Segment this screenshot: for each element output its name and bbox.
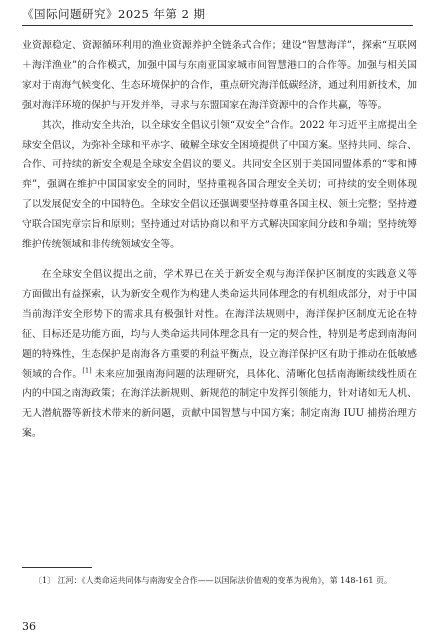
page-number: 36 bbox=[22, 620, 36, 633]
footnote-marker[interactable]: [1] bbox=[82, 366, 92, 375]
paragraph bbox=[22, 265, 417, 444]
journal-header: 《国际问题研究》2025 年第 2 期 bbox=[22, 7, 206, 21]
footnote-rule bbox=[22, 567, 92, 568]
header-rule bbox=[22, 25, 413, 26]
paragraph: 业资源稳定、资源循环利用的渔业资源养护全链条式合作；建设“智慧海洋”，探索“互联网＋海洋渔业”的合作模式，加强中国与东南亚国家城市间智慧港口的合作等。加强与相关国家对于南海气候变化、生态环境保护的合作，重点研究海洋低碳经济，通过利用新技术，加强对海洋环境的保护与开发并举，寻求与东盟国家在海洋资源中的合作共赢，等等。 bbox=[22, 40, 418, 111]
paragraph-text: 未来应加强南海问题的法理研究，具体化、清晰化包括南海断续线性质在内的中国之南海政策；在海洋法新规则、新规范的制定中发挥引领能力，针对诸如无人机、无人潜航器等新技术带来的新问题，贡献中国智慧与中国方案；制定南海 IUU 捕捞治理方案。 bbox=[22, 368, 418, 440]
article-body bbox=[22, 36, 417, 444]
paragraph-text: 在全球安全倡议提出之前，学术界已在关于新安全观与海洋保护区制度的实践意义等方面做出有益探索，认为新安全观作为构建人类命运共同体理念的有机组成部分，对于中国当前海洋安全形势下的需求具有极强针对性。在海洋法规则中，海洋保护区制度无论在特征、目标还是功能方面，均与人类命运共同体理念具有一定的契合性，特别是考虑到南海问题的特殊性，生态保护是南海各方重要的利益平衡点，设立海洋保护区有助于推动在低敏感领域的合作。 bbox=[22, 268, 418, 380]
footnote: 〔1〕 江河：《人类命运共同体与南海安全合作——以国际法价值观的变革为视角》，第 148-161 页。 bbox=[34, 576, 392, 585]
paragraph: 其次，推动安全共治，以全球安全倡议引领“双安全”合作。2022 年习近平主席提出全球安全倡议，为弥补全球和平赤字、破解全球安全困境提供了中国方案。坚持共同、综合、合作、可持续的新安全观是全球安全倡议的要义。共同安全区别于美国同盟体系的“零和博弈”，强调在维护中国国家安全的同时，坚持重视各国合理安全关切；可持续的安全则体现了以发展促安全的中国特色。全球安全倡议还强调要坚持尊重各国主权、领土完整；坚持遵守联合国宪章宗旨和原则；坚持通过对话协商以和平方式解决国家间分歧和争端；坚持统筹维护传统领域和非传统领域安全等。 bbox=[22, 119, 418, 251]
